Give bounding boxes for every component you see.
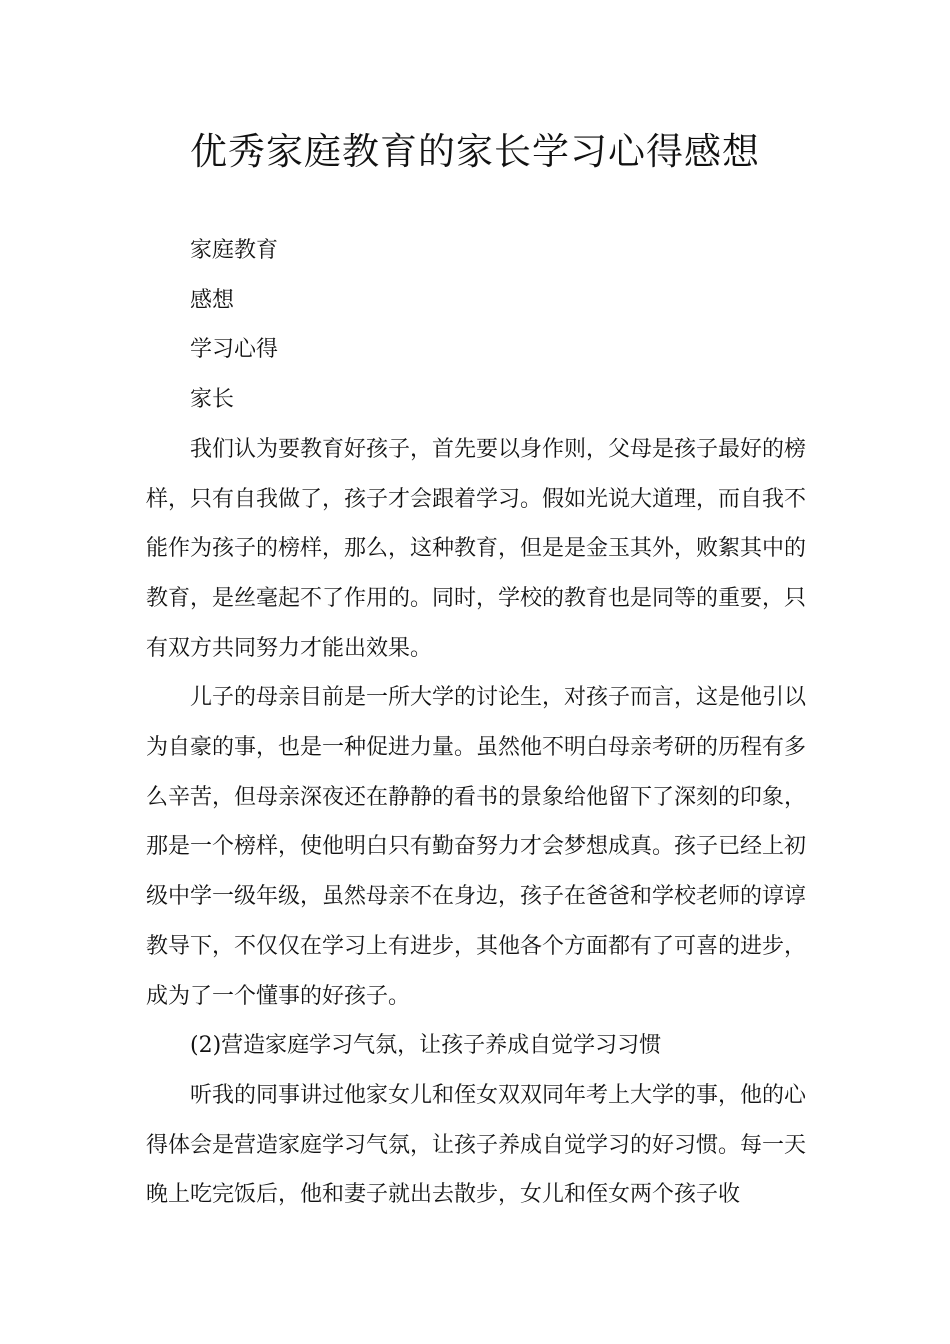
keyword-line: 家庭教育 — [190, 238, 279, 263]
body-paragraph: 儿子的母亲目前是一所大学的讨论生，对孩子而言，这是他引以为自豪的事，也是一种促进力量。虽然他不明白母亲考研的历程有多么辛苦，但母亲深夜还在静静的看书的景象给他留下了深刻的印象，那是一个榜样，使他明白只有勤奋努力才会梦想成真。孩子已经上初级中学一级年级，虽然母亲不在身边，孩子在爸爸和学校老师的谆谆教导下，不仅仅在学习上有进步，其他各个方面都有了可喜的进步，成为了一个懂事的好孩子。 — [146, 685, 807, 1009]
keyword-line: 家长 — [190, 387, 235, 413]
document-body — [146, 226, 806, 1220]
keyword-line: 学习心得 — [190, 337, 279, 363]
body-paragraph: 听我的同事讲过他家女儿和侄女双双同年考上大学的事，他的心得体会是营造家庭学习气氛，让孩子养成自觉学习的好习惯。每一天晚上吃完饭后，他和妻子就出去散步，女儿和侄女两个孩子收 — [146, 1082, 807, 1208]
keyword-line: 感想 — [190, 287, 235, 313]
document-title: 优秀家庭教育的家长学习心得感想 — [190, 130, 760, 173]
body-paragraph: 我们认为要教育好孩子，首先要以身作则，父母是孩子最好的榜样，只有自我做了，孩子才会跟着学习。假如光说大道理，而自我不能作为孩子的榜样，那么，这种教育，但是是金玉其外，败絮其中的教育，是丝毫起不了作用的。同时，学校的教育也是同等的重要，只有双方共同努力才能出效果。 — [146, 436, 807, 661]
section-heading: (2)营造家庭学习气氛，让孩子养成自觉学习习惯 — [190, 1033, 662, 1059]
